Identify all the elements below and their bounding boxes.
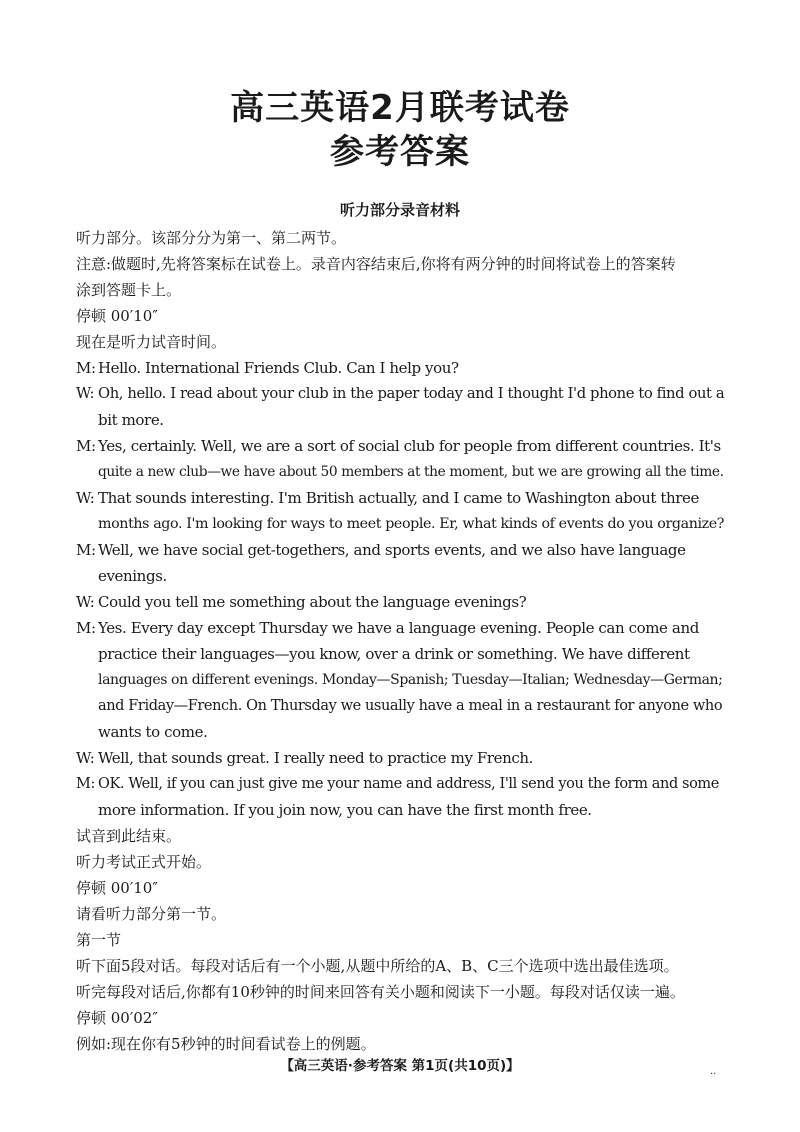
instruction-line: 听完每段对话后,你都有10秒钟的时间来回答有关小题和阅读下一小题。每段对话仅读一遍。	[76, 983, 685, 1001]
notice-line-cont: 涂到答题卡上。	[76, 281, 182, 299]
dialogue-text: Yes, certainly. Well, we are a sort of social club for people from different countries. It's	[98, 437, 721, 455]
section-pointer-line: 请看听力部分第一节。	[76, 905, 227, 923]
dialogue-text: more information. If you join now, you can have the first month free.	[98, 801, 592, 819]
dialogue	[76, 355, 728, 823]
page-footer: 【高三英语·参考答案 第1页(共10页)】	[280, 1058, 520, 1074]
notice-line: 注意:做题时,先将答案标在试卷上。录音内容结束后,你将有两分钟的时间将试卷上的答案转	[76, 255, 676, 273]
dialogue-text: languages on different evenings. Monday—Spanish; Tuesday—Italian; Wednesday—German;	[98, 672, 723, 688]
footer-mark: ..	[710, 1066, 717, 1077]
dialogue-text: quite a new club—we have about 50 members at the moment, but we are growing all the time.	[98, 464, 724, 480]
speaker-label: M:	[76, 776, 95, 792]
transcript-body	[76, 225, 728, 1057]
trial-start-line: 现在是听力试音时间。	[76, 333, 227, 351]
speaker-label: M:	[76, 359, 96, 377]
page-title: 高三英语2月联考试卷	[230, 88, 570, 128]
dialogue-turn	[76, 615, 728, 745]
dialogue-text: wants to come.	[98, 723, 208, 741]
instruction-line: 听下面5段对话。每段对话后有一个小题,从题中所给的A、B、C三个选项中选出最佳选项。	[76, 957, 679, 975]
example-line: 例如:现在你有5秒钟的时间看试卷上的例题。	[76, 1035, 376, 1053]
dialogue-turn	[76, 771, 728, 823]
dialogue-turn	[76, 485, 728, 537]
dialogue-turn	[76, 537, 728, 589]
dialogue-text: Hello. International Friends Club. Can I help you?	[98, 359, 459, 377]
speaker-label: W:	[76, 593, 95, 611]
pause-note: 停顿 00′10″	[76, 307, 158, 325]
dialogue-text: Well, that sounds great. I really need to practice my French.	[98, 749, 534, 767]
section-label: 第一节	[76, 931, 122, 949]
intro-line: 听力部分。该部分分为第一、第二两节。	[76, 229, 347, 247]
speaker-label: W:	[76, 385, 95, 402]
pause-note: 停顿 00′10″	[76, 879, 158, 897]
dialogue-text: That sounds interesting. I'm British actually, and I came to Washington about three	[98, 489, 699, 507]
dialogue-text: OK. Well, if you can just give me your name and address, I'll send you the form and some	[98, 776, 719, 792]
dialogue-text: and Friday—French. On Thursday we usually have a meal in a restaurant for anyone who	[98, 698, 723, 714]
dialogue-text: evenings.	[98, 567, 167, 585]
speaker-label: M:	[76, 541, 96, 559]
dialogue-turn	[76, 355, 728, 381]
dialogue-text: Yes. Every day except Thursday we have a language evening. People can come and	[98, 619, 699, 637]
section-heading: 听力部分录音材料	[339, 201, 460, 219]
exam-start-line: 听力考试正式开始。	[76, 853, 212, 871]
speaker-label: M:	[76, 437, 96, 455]
dialogue-text: months ago. I'm looking for ways to meet people. Er, what kinds of events do you organize?	[98, 516, 725, 532]
dialogue-turn	[76, 433, 728, 485]
speaker-label: W:	[76, 489, 95, 507]
trial-end-line: 试音到此结束。	[76, 827, 182, 845]
speaker-label: M:	[76, 619, 96, 637]
dialogue-text: bit more.	[98, 411, 164, 429]
dialogue-turn	[76, 381, 728, 433]
speaker-label: W:	[76, 749, 95, 767]
dialogue-turn	[76, 745, 728, 771]
dialogue-text: practice their languages—you know, over a drink or something. We have different	[98, 645, 690, 663]
dialogue-text: Well, we have social get-togethers, and sports events, and we also have language	[98, 541, 686, 559]
dialogue-text: Could you tell me something about the language evenings?	[98, 593, 527, 611]
dialogue-turn	[76, 589, 728, 615]
page-subtitle: 参考答案	[330, 132, 470, 172]
pause-note: 停顿 00′02″	[76, 1009, 158, 1027]
dialogue-text: Oh, hello. I read about your club in the paper today and I thought I'd phone to find out a	[98, 385, 725, 402]
